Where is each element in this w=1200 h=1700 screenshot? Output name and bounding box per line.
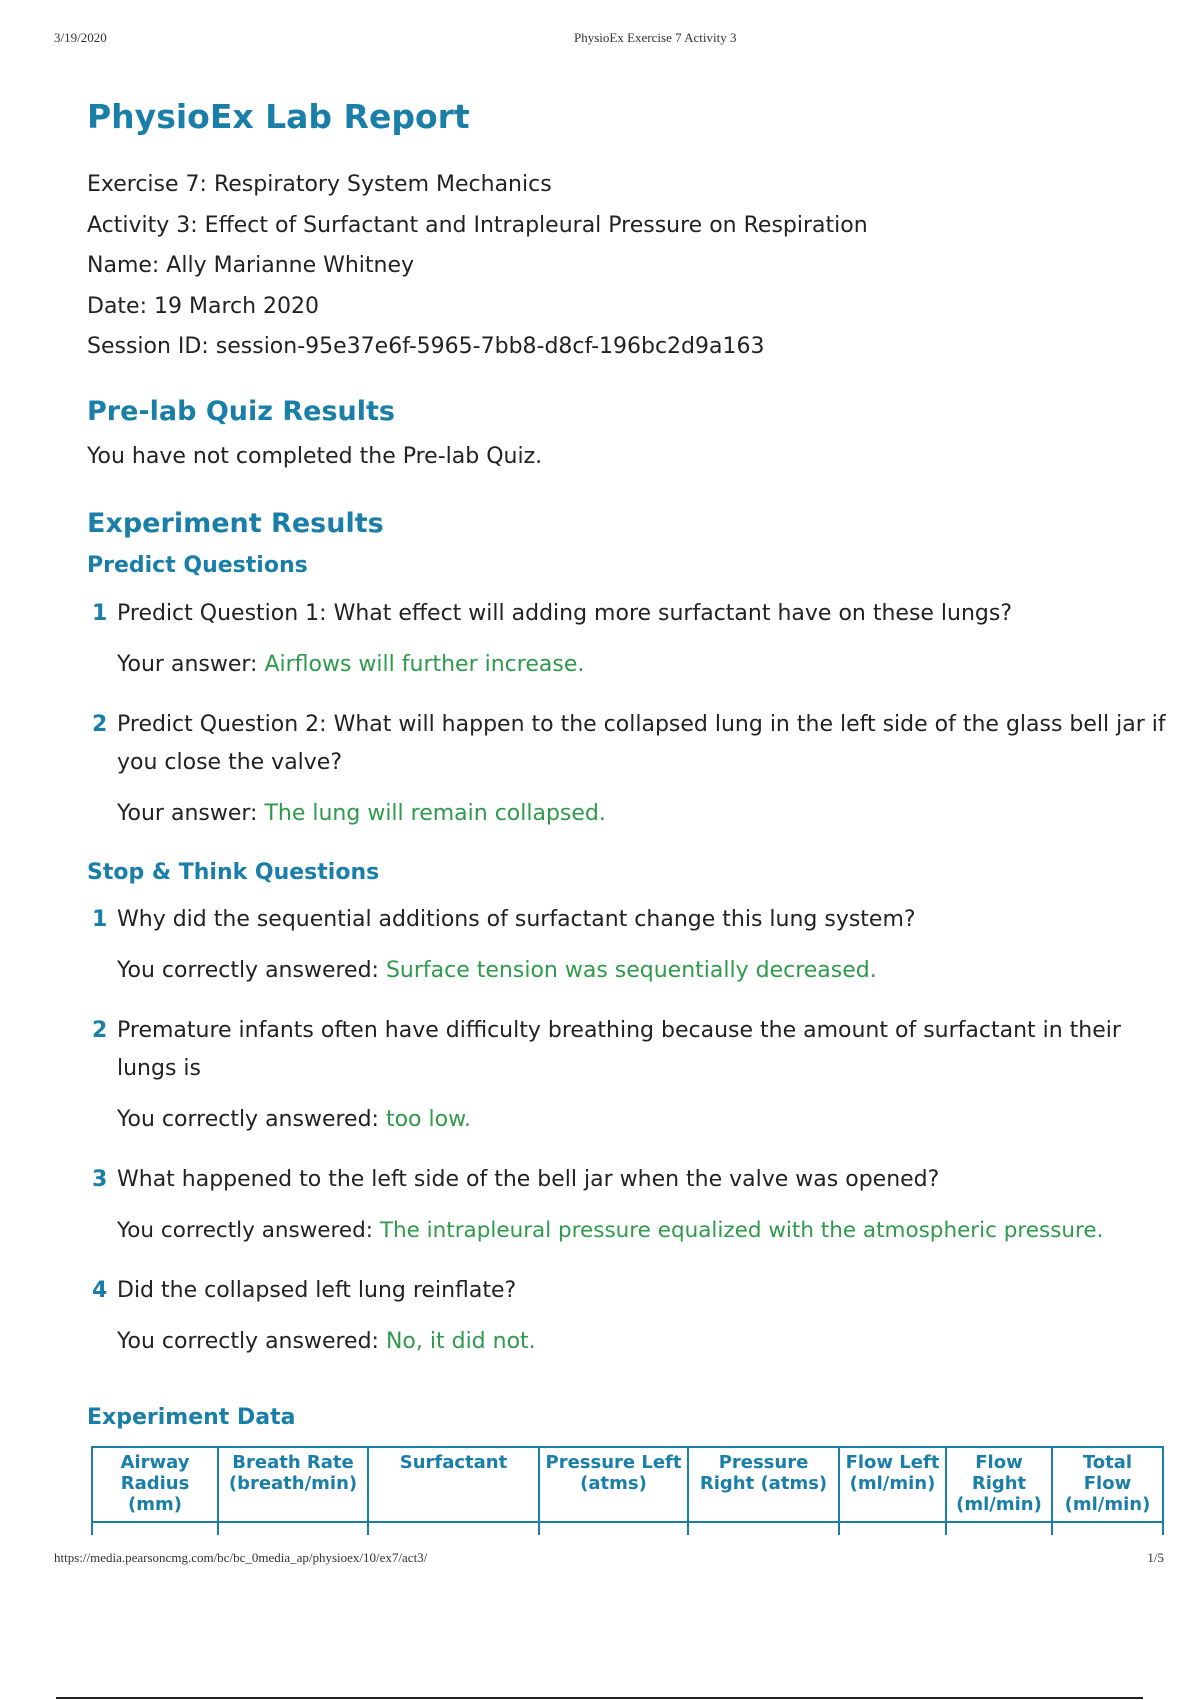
table-cell [368,1522,539,1535]
answer-value: The lung will remain collapsed. [264,800,606,826]
column-header-flow-left: Flow Left (ml/min) [839,1447,946,1522]
answer-value: too low. [385,1106,472,1132]
date-line: Date: 19 March 2020 [87,293,320,319]
answer-label: Your answer: [117,651,258,677]
question-text: Predict Question 2: What will happen to the collapsed lung in the left side of the glass bell jar if you close the valve? [117,711,1166,775]
exercise-line: Exercise 7: Respiratory System Mechanics [87,172,552,197]
answer-value: No, it did not. [385,1328,536,1354]
stop-answer-4 [87,1327,1167,1357]
activity-line: Activity 3: Effect of Surfactant and Intrapleural Pressure on Respiration [87,212,868,238]
prelab-text: You have not completed the Pre-lab Quiz. [87,443,543,469]
table-cell [946,1522,1052,1535]
stop-answer-3 [87,1216,1167,1246]
answer-value: Airflows will further increase. [264,651,585,677]
predict-answer-2 [87,799,1167,829]
page-number: 1/5 [1147,1550,1164,1565]
stop-question-1 [87,901,1167,939]
table-cell [92,1522,218,1535]
column-header-breath-rate: Breath Rate (breath/min) [218,1447,368,1522]
answer-value: Surface tension was sequentially decreased. [385,957,877,983]
column-header-total-flow: Total Flow (ml/min) [1052,1447,1163,1522]
table-cell [839,1522,946,1535]
report-meta [87,165,1167,368]
table-cell [688,1522,839,1535]
column-header-flow-right: Flow Right (ml/min) [946,1447,1052,1522]
answer-label: You correctly answered: [117,1106,379,1132]
column-header-pressure-left: Pressure Left (atms) [539,1447,688,1522]
predict-answer-1 [87,650,1167,680]
question-number: 1 [92,600,108,626]
predict-question-1 [87,595,1167,633]
print-date: 3/19/2020 [54,30,107,45]
stop-question-2 [87,1012,1167,1088]
stop-answer-1 [87,956,1167,986]
predict-question-2 [87,706,1167,782]
predict-title: Predict Questions [87,552,308,578]
stop-think-title: Stop & Think Questions [87,859,380,885]
stop-question-3 [87,1161,1167,1199]
answer-label: Your answer: [117,800,258,826]
prelab-title: Pre-lab Quiz Results [87,395,395,427]
source-url[interactable]: https://media.pearsoncmg.com/bc/bc_0media_ap/physioex/10/ex7/act3/ [54,1550,428,1565]
table-header-row [92,1447,1163,1522]
column-header-airway-radius: Airway Radius (mm) [92,1447,218,1522]
print-title: PhysioEx Exercise 7 Activity 3 [574,30,737,45]
stop-answer-2 [87,1105,1167,1135]
question-text: Why did the sequential additions of surfactant change this lung system? [117,906,916,932]
experiment-data-table [91,1446,1164,1535]
column-header-pressure-right: Pressure Right (atms) [688,1447,839,1522]
report-title: PhysioEx Lab Report [87,97,470,136]
column-header-surfactant: Surfactant [368,1447,539,1522]
question-text: Premature infants often have difficulty breathing because the amount of surfactant in their lungs is [117,1017,1121,1081]
experiment-data-title: Experiment Data [87,1405,296,1430]
session-line: Session ID: session-95e37e6f-5965-7bb8-d8cf-196bc2d9a163 [87,334,765,359]
question-text: What happened to the left side of the bell jar when the valve was opened? [117,1166,940,1192]
print-header [54,30,1164,46]
bottom-rule [56,1697,1143,1699]
question-number: 2 [92,711,108,737]
answer-label: You correctly answered: [117,1328,379,1354]
question-number: 1 [92,906,108,932]
report-content [87,92,1167,1357]
table-cell [539,1522,688,1535]
question-number: 2 [92,1017,108,1043]
question-number: 4 [92,1277,108,1303]
answer-value: The intrapleural pressure equalized with the atmospheric pressure. [379,1217,1104,1243]
table-cell [218,1522,368,1535]
question-number: 3 [92,1166,108,1192]
table-row [92,1522,1163,1535]
name-line: Name: Ally Marianne Whitney [87,253,415,278]
print-footer [54,1550,1164,1566]
question-text: Predict Question 1: What effect will adding more surfactant have on these lungs? [117,600,1013,626]
question-text: Did the collapsed left lung reinflate? [117,1277,517,1303]
answer-label: You correctly answered: [117,957,379,983]
table-cell [1052,1522,1163,1535]
stop-question-4 [87,1272,1167,1310]
answer-label: You correctly answered: [117,1217,374,1243]
experiment-title: Experiment Results [87,507,384,539]
